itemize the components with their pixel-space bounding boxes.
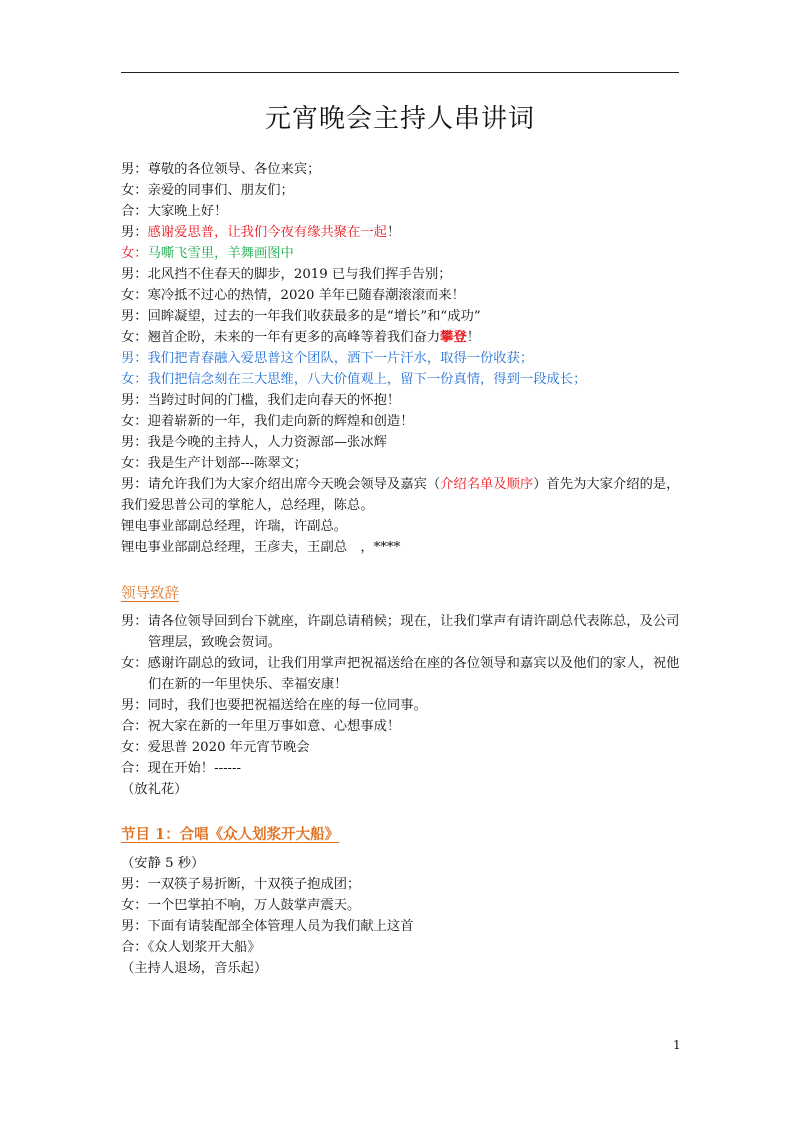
line-suffix: ！: [386, 225, 401, 240]
line-greeting: [121, 244, 294, 264]
highlight-red-bold-text: 攀登: [440, 330, 467, 345]
page-number: 1: [673, 1038, 681, 1052]
intro-line-2: 女：亲爱的同事们、朋友们；: [121, 183, 294, 198]
section-heading-leader-speech: 领导致辞: [121, 586, 179, 602]
line-introduce-cont: 我们爱思普公司的掌舵人，总经理，陈总。: [121, 498, 374, 513]
mid-line-2: 女：寒冷抵不过心的热情，2020 羊年已随春潮滚滚而来！: [121, 288, 465, 303]
section2-line-1: （安静 5 秒）: [121, 856, 205, 871]
section2-line-2: 男：一双筷子易折断，十双筷子抱成团；: [121, 877, 361, 892]
rest-line-2: 女：迎着崭新的一年，我们走向新的辉煌和创造！: [121, 414, 414, 429]
section1-line-3: 女：感谢许副总的致词，让我们用掌声把祝福送给在座的各位领导和嘉宾以及他们的家人，祝他: [121, 656, 680, 671]
header-rule: [121, 72, 679, 73]
line-text: 男：请允许我们为大家介绍出席今天晚会领导及嘉宾（: [121, 477, 441, 492]
section1-line-7: 女：爱思普 2020 年元宵节晚会: [121, 740, 310, 755]
line-climb: [121, 328, 480, 348]
speaker-prefix-red: 女：: [121, 246, 148, 261]
line-text: 女：翘首企盼，未来的一年有更多的高峰等着我们奋力: [121, 330, 441, 345]
section-heading-program-1: 节目 1：合唱《众人划浆开大船》: [121, 826, 340, 843]
line-vp-2: 锂电事业部副总经理，王彦夫，王副总 ，****: [121, 540, 401, 555]
page-title: 元宵晚会主持人串讲词: [264, 104, 535, 134]
rest-line-3: 男：我是今晚的主持人，人力资源部—张冰辉: [121, 435, 387, 450]
blue-line-1: 男：我们把青春融入爱思普这个团队，洒下一片汗水，取得一份收获；: [121, 351, 534, 366]
section1-line-9: （放礼花）: [121, 782, 188, 797]
mid-line-3: 男：回眸凝望，过去的一年我们收获最多的是“增长”和“成功”: [121, 309, 481, 324]
section1-line-5: 男：同时，我们也要把祝福送给在座的每一位同事。: [121, 698, 427, 713]
highlight-green-text: 马嘶飞雪里，羊舞画图中: [147, 246, 294, 261]
section2-line-5: 合：《众人划浆开大船》: [121, 940, 261, 955]
line-suffix: ）首先为大家介绍的是，: [533, 477, 680, 492]
speaker-prefix: 男：: [121, 225, 148, 240]
section2-line-4: 男：下面有请装配部全体管理人员为我们献上这首: [121, 919, 414, 934]
mid-line-1: 男：北风挡不住春天的脚步，2019 已与我们挥手告别；: [121, 267, 452, 282]
section2-line-6: （主持人退场，音乐起）: [121, 961, 268, 976]
section1-line-2: 管理层，致晚会贺词。: [148, 635, 281, 650]
rest-line-1: 男：当跨过时间的门槛，我们走向春天的怀抱！: [121, 393, 401, 408]
line-thanks: [121, 223, 400, 243]
highlight-red-text: 介绍名单及顺序: [440, 477, 534, 492]
line-vp-1: 锂电事业部副总经理，许瑞，许副总。: [121, 519, 348, 534]
highlight-red-text: 感谢爱思普，让我们今夜有缘共聚在一起: [147, 225, 387, 240]
section1-line-8: 合：现在开始！------: [121, 761, 242, 776]
intro-line-1: 男：尊敬的各位领导、各位来宾；: [121, 162, 321, 177]
line-suffix: ！: [466, 330, 481, 345]
intro-line-3: 合：大家晚上好！: [121, 204, 228, 219]
blue-line-2: 女：我们把信念刻在三大思维，八大价值观上，留下一份真情，得到一段成长；: [121, 372, 587, 387]
section1-line-6: 合：祝大家在新的一年里万事如意、心想事成！: [121, 719, 401, 734]
section2-line-3: 女：一个巴掌拍不响，万人鼓掌声震天。: [121, 898, 361, 913]
section1-line-4: 们在新的一年里快乐、幸福安康！: [148, 677, 348, 692]
section1-line-1: 男：请各位领导回到台下就座，许副总请稍候；现在，让我们掌声有请许副总代表陈总，及公司: [121, 614, 680, 629]
rest-line-4: 女：我是生产计划部---陈翠文；: [121, 456, 308, 471]
line-introduce: [121, 475, 679, 495]
